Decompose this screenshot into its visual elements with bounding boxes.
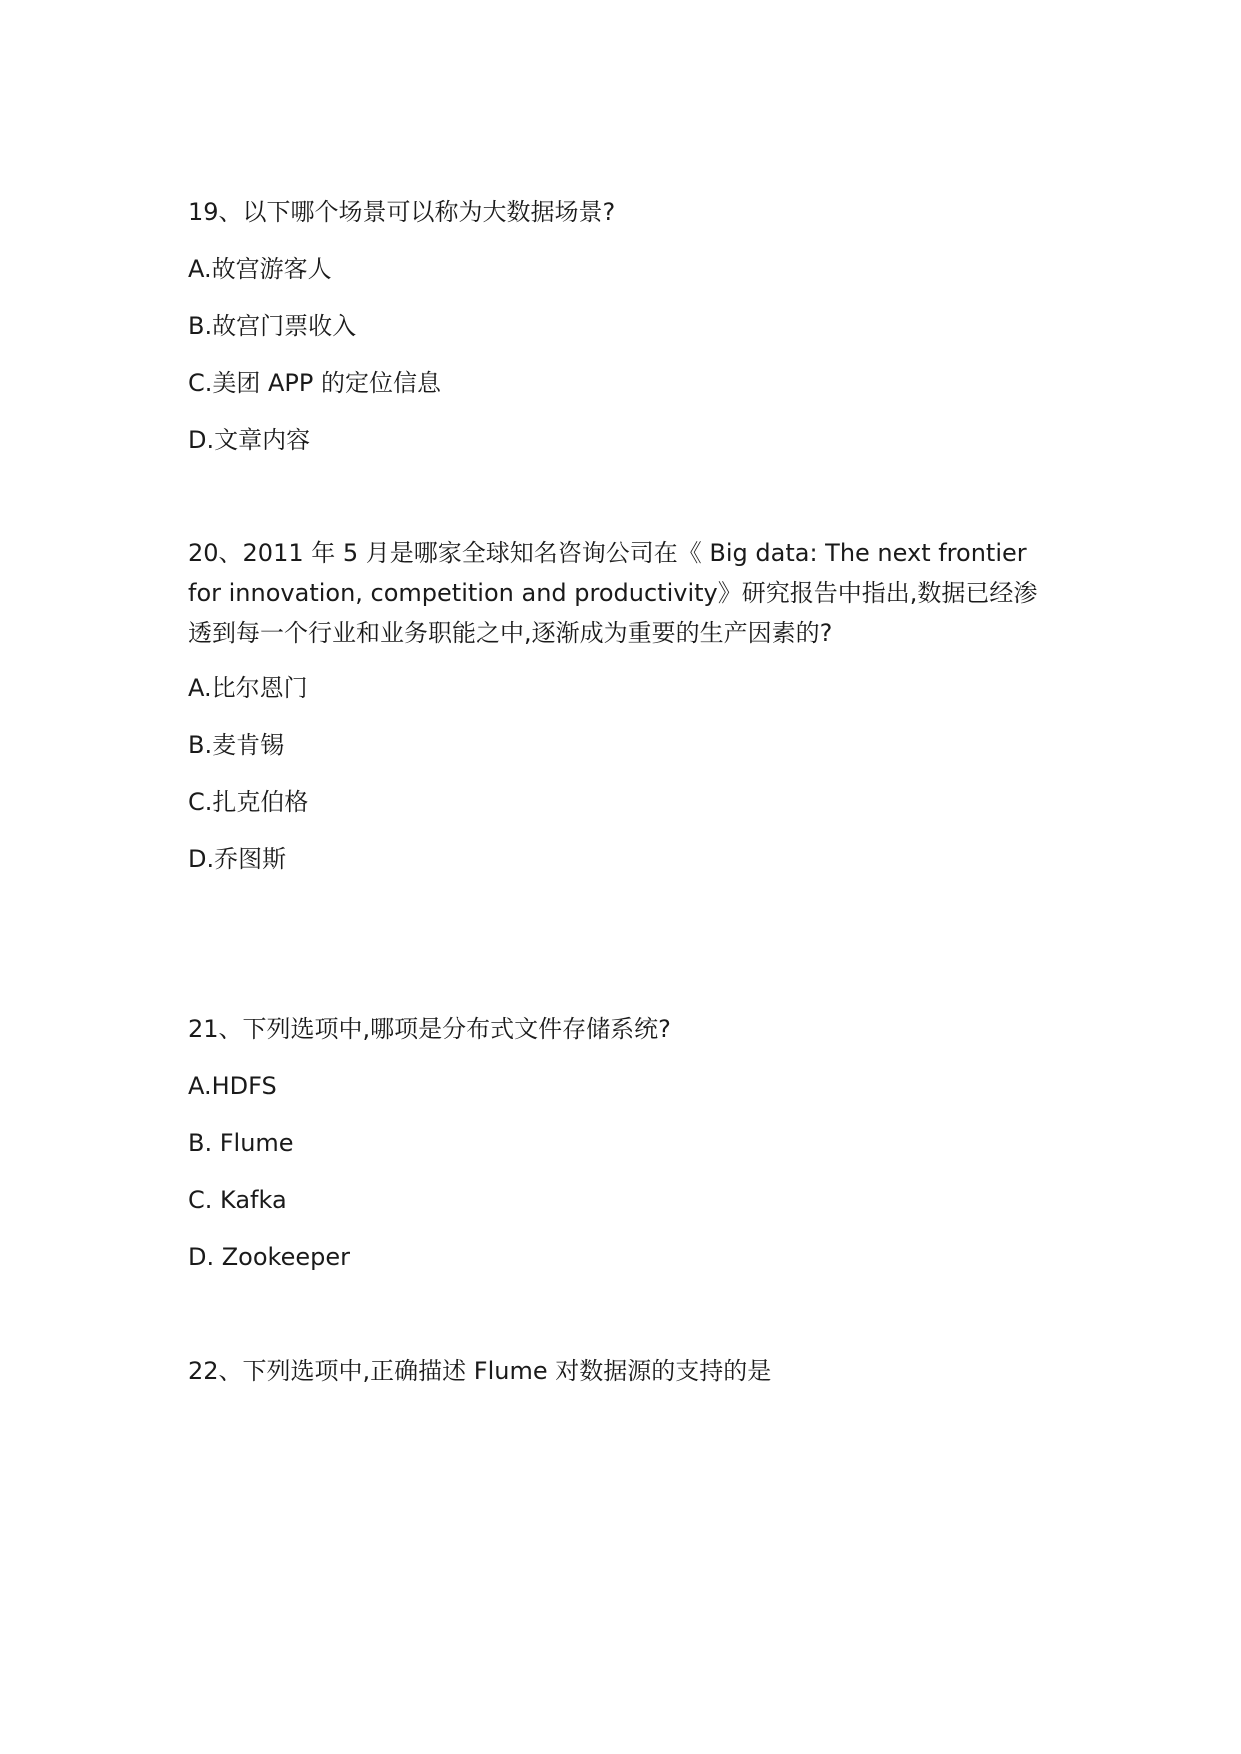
- question-19-option-c: C.美团 APP 的定位信息: [188, 369, 442, 397]
- question-20-option-b: B.麦肯锡: [188, 731, 285, 759]
- question-20-stem-line-3: 透到每一个行业和业务职能之中,逐渐成为重要的生产因素的?: [188, 619, 833, 647]
- question-20-stem-line-1: 20、2011 年 5 月是哪家全球知名咨询公司在《 Big data: The next frontier: [188, 539, 1027, 567]
- question-20-option-d: D.乔图斯: [188, 845, 287, 873]
- question-21-option-d: D. Zookeeper: [188, 1243, 350, 1271]
- question-21-stem: 21、下列选项中,哪项是分布式文件存储系统?: [188, 1015, 671, 1043]
- question-20-option-c: C.扎克伯格: [188, 788, 309, 816]
- question-20-option-a: A.比尔恩门: [188, 674, 308, 702]
- question-21-option-a: A.HDFS: [188, 1072, 277, 1100]
- question-21-option-b: B. Flume: [188, 1129, 294, 1157]
- question-19-option-a: A.故宫游客人: [188, 255, 332, 283]
- question-21-option-c: C. Kafka: [188, 1186, 287, 1214]
- question-19-option-b: B.故宫门票收入: [188, 312, 357, 340]
- question-19-stem: 19、以下哪个场景可以称为大数据场景?: [188, 198, 616, 226]
- question-19-option-d: D.文章内容: [188, 426, 311, 454]
- question-22-stem: 22、下列选项中,正确描述 Flume 对数据源的支持的是: [188, 1357, 772, 1385]
- question-20-stem-line-2: for innovation, competition and productivity》研究报告中指出,数据已经渗: [188, 579, 1038, 607]
